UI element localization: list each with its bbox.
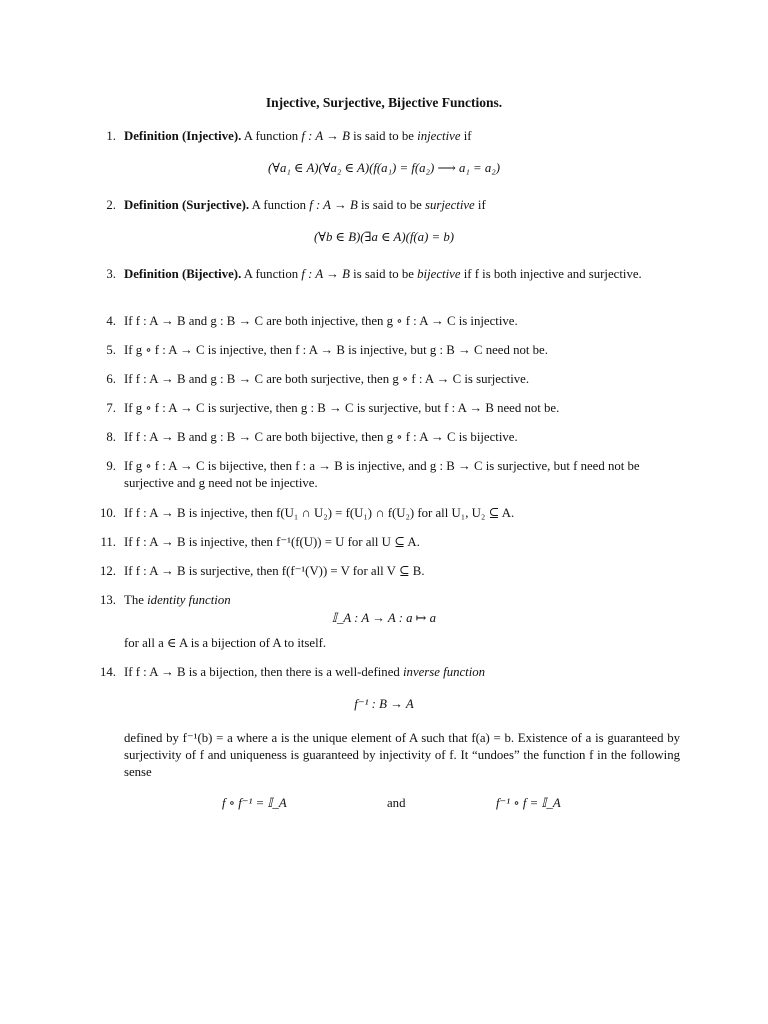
item-math: f : A → B: [309, 198, 358, 212]
definition-heading: Definition (Bijective).: [124, 267, 242, 281]
list-item-1: [106, 128, 680, 145]
item-number: 8.: [106, 430, 116, 444]
list-item-14: [100, 664, 680, 681]
item-number: 5.: [106, 343, 116, 357]
item-emphasis: surjective: [424, 198, 475, 212]
list-item-11: [100, 534, 680, 551]
identity-formula: 𝕀_A : A → A : a ↦ a: [331, 611, 437, 625]
item-math: f : A → B: [301, 129, 350, 143]
item-text: A function: [243, 267, 302, 281]
list-item-13: [100, 592, 680, 609]
item-text: is said to be: [349, 267, 418, 281]
item-text: If f : A → B is injective, then f⁻¹(f(U)) = U for all U ⊆ A.: [124, 535, 420, 549]
item-emphasis: identity function: [147, 593, 231, 607]
item-text: If g ∘ f : A → C is bijective, then f : a → B is injective, and g : B → C is surjective, but f need not be surjective and g need not be injective.: [124, 459, 640, 490]
item-text: A function: [243, 129, 302, 143]
list-item-5: [106, 342, 680, 359]
list-item-4: [106, 313, 680, 330]
item-number: 11.: [100, 535, 116, 549]
definition-heading: Definition (Surjective).: [124, 198, 250, 212]
item-number: 4.: [106, 314, 116, 328]
item-emphasis: bijective: [417, 267, 461, 281]
item-number: 13.: [100, 593, 116, 607]
item-text: A function: [251, 198, 310, 212]
item-text: If f : A → B is a bijection, then there is a well-defined: [124, 665, 403, 679]
item-number: 1.: [106, 129, 116, 143]
item-emphasis: injective: [417, 129, 461, 143]
item-14-continuation: defined by f⁻¹(b) = a where a is the unique element of A such that f(a) = b. Existence of a is guaranteed by surjectivity of f and uniqueness is guaranteed by injectivity of f. It “undoes” the function f in the following sense: [124, 731, 680, 779]
inverse-formula: f⁻¹ : B → A: [354, 697, 414, 711]
item-text: If f : A → B is surjective, then f(f⁻¹(V)) = V for all V ⊆ B.: [124, 564, 425, 578]
item-number: 9.: [106, 459, 116, 473]
injective-formula: (∀a₁ ∈ A)(∀a₂ ∈ A)(f(a₁) = f(a₂) ⟶ a₁ = a₂): [268, 161, 500, 175]
item-number: 6.: [106, 372, 116, 386]
list-item-9: [106, 458, 680, 492]
item-13-continuation: for all a ∈ A is a bijection of A to itself.: [124, 636, 327, 650]
item-number: 12.: [100, 564, 116, 578]
item-number: 7.: [106, 401, 116, 415]
item-text: if: [474, 198, 486, 212]
item-number: 10.: [100, 506, 116, 520]
item-text: If g ∘ f : A → C is injective, then f : A → B is injective, but g : B → C need not be.: [124, 343, 548, 357]
definition-heading: Definition (Injective).: [124, 129, 242, 143]
item-number: 14.: [100, 665, 116, 679]
item-text: if f is both injective and surjective.: [460, 267, 642, 281]
item-text: If f : A → B and g : B → C are both bijective, then g ∘ f : A → C is bijective.: [124, 430, 518, 444]
item-text: is said to be: [357, 198, 425, 212]
item-text: The: [124, 593, 148, 607]
item-text: is said to be: [349, 129, 418, 143]
list-item-10: [100, 505, 680, 522]
list-item-8: [106, 429, 680, 446]
item-text: if: [460, 129, 472, 143]
item-text: If f : A → B is injective, then f(U₁ ∩ U₂) = f(U₁) ∩ f(U₂) for all U₁, U₂ ⊆ A.: [124, 506, 515, 520]
item-text: If g ∘ f : A → C is surjective, then g : B → C is surjective, but f : A → B need not be.: [124, 401, 560, 415]
item-number: 2.: [106, 198, 116, 212]
list-item-6: [106, 371, 680, 388]
surjective-formula: (∀b ∈ B)(∃a ∈ A)(f(a) = b): [313, 230, 455, 244]
item-emphasis: inverse function: [402, 665, 486, 679]
item-number: 3.: [106, 267, 116, 281]
item-text: If f : A → B and g : B → C are both surjective, then g ∘ f : A → C is surjective.: [124, 372, 530, 386]
list-item-12: [100, 563, 680, 580]
page-title: Injective, Surjective, Bijective Functions.: [265, 95, 503, 110]
item-math: f : A → B: [301, 267, 350, 281]
item-text: If f : A → B and g : B → C are both injective, then g ∘ f : A → C is injective.: [124, 314, 518, 328]
list-item-3: [106, 266, 680, 283]
left-inverse-equation: f ∘ f⁻¹ = 𝕀_A: [222, 796, 287, 810]
list-item-7: [106, 400, 680, 417]
list-item-2: [106, 197, 680, 214]
right-inverse-equation: f⁻¹ ∘ f = 𝕀_A: [496, 796, 561, 810]
and-connective: and: [387, 796, 406, 810]
